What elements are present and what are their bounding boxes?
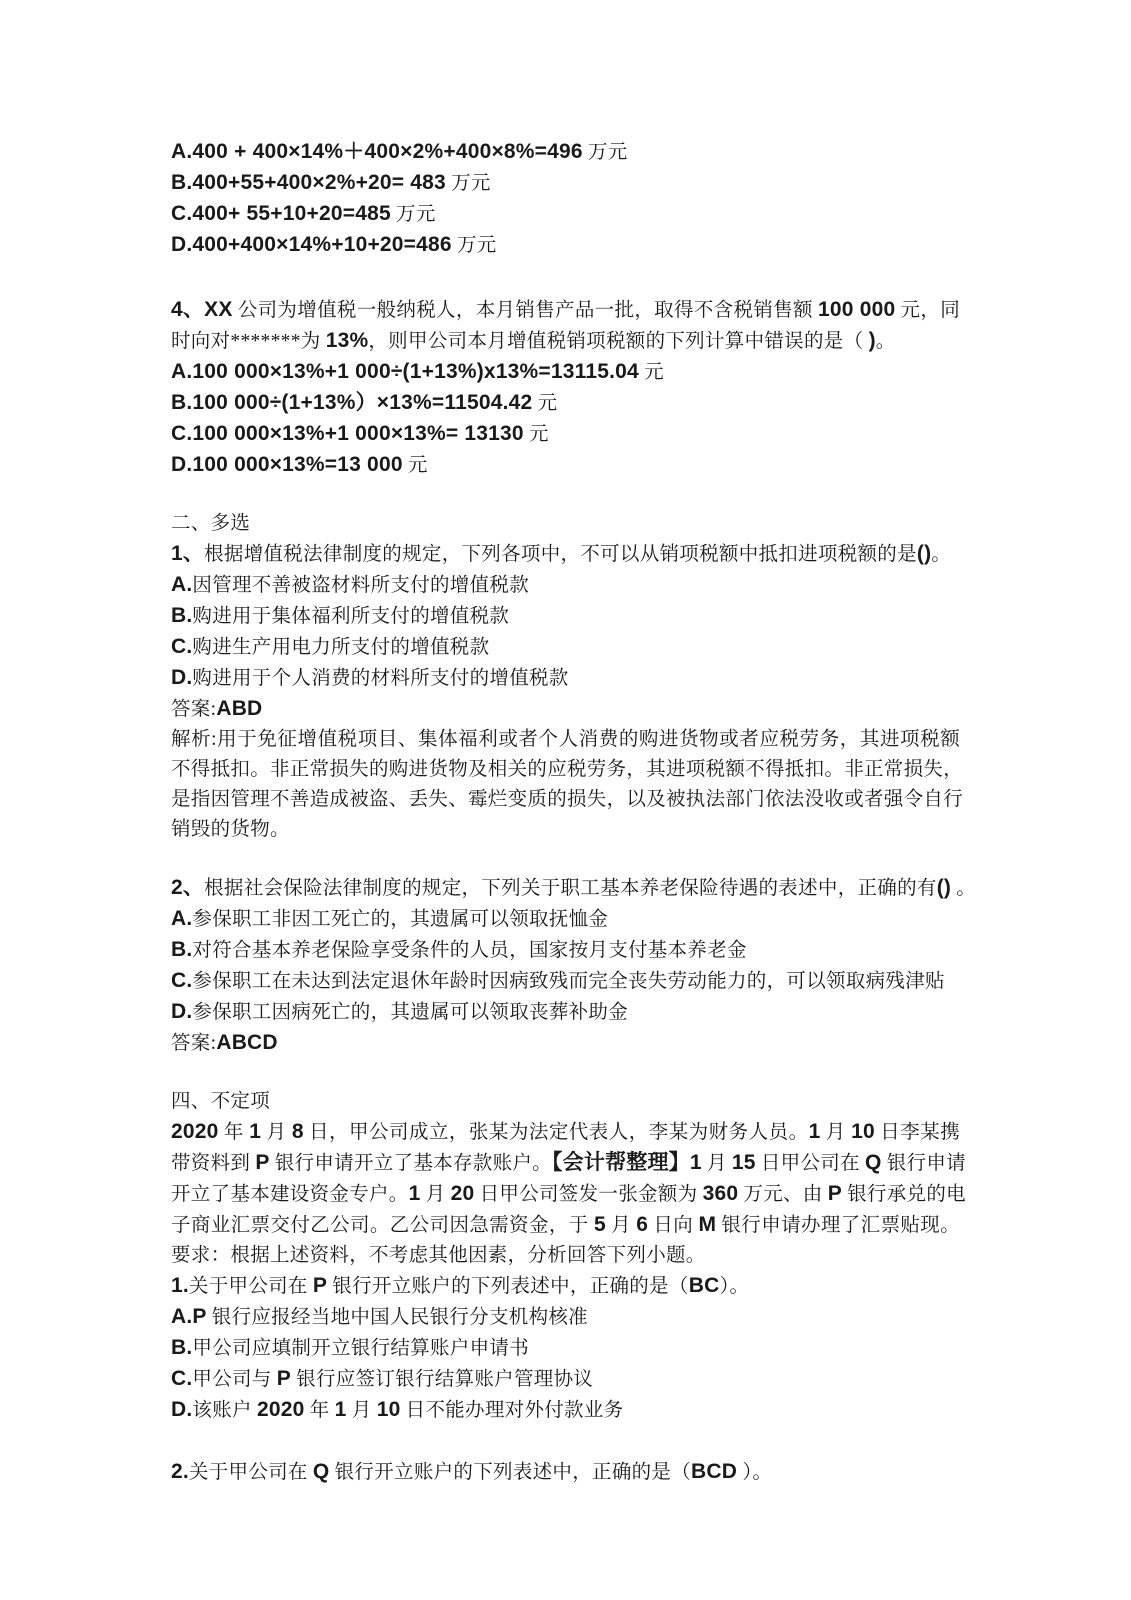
regular-text: 子商业汇票交付乙公司。乙公司因急需资金，于 xyxy=(171,1215,594,1236)
regular-text: ）。 xyxy=(719,1276,750,1297)
regular-text: 元，同 xyxy=(895,300,961,321)
regular-text: 银行应报经当地中国人民银行分支机构核准 xyxy=(206,1307,588,1328)
paragraph-gap xyxy=(171,261,960,295)
mc-q2-line xyxy=(171,1028,960,1059)
case-study-line xyxy=(171,1117,960,1148)
regular-text: 万元 xyxy=(451,235,497,256)
regular-text: 。 xyxy=(931,544,952,565)
case-study-line xyxy=(171,1087,960,1117)
mc-q1-line xyxy=(171,785,964,815)
q4-line xyxy=(171,419,960,450)
regular-text: 。 xyxy=(875,331,896,352)
mc-q2-line xyxy=(171,966,960,997)
mc-q2-line xyxy=(171,873,977,904)
bold-text: 1 xyxy=(408,1182,421,1205)
regular-text: 日甲公司签发一张金额为 xyxy=(474,1184,703,1205)
mc-q2-line xyxy=(171,997,960,1028)
regular-text: 日李某携 xyxy=(874,1122,961,1143)
regular-text: 对符合基本养老保险享受条件的人员，国家按月支付基本养老金 xyxy=(192,940,747,961)
q4-line xyxy=(171,388,960,419)
bold-text: 1、 xyxy=(171,542,205,565)
regular-text: 元 xyxy=(402,455,428,476)
regular-text: 答案: xyxy=(171,699,217,720)
regular-text: 月 xyxy=(420,1184,451,1205)
bold-text: A. xyxy=(171,573,193,596)
mc-q1-line xyxy=(171,663,960,694)
paragraph-gap xyxy=(171,1059,960,1087)
regular-text: 参保职工因病死亡的，其遗属可以领取丧葬补助金 xyxy=(192,1002,629,1023)
bold-text: A.400 + 400×14%＋400×2%+400×8%=496 xyxy=(171,140,583,163)
mc-q1-line xyxy=(171,725,960,755)
regular-text: ）。 xyxy=(737,1462,773,1483)
regular-text: 元 xyxy=(523,424,549,445)
regular-text: 元 xyxy=(532,393,558,414)
bold-text: 100 000 xyxy=(818,298,896,321)
bold-text: C. xyxy=(171,969,193,992)
regular-text: 是指因管理不善造成被盗、丢失、霉烂变质的损失，以及被执法部门依法没收或者强令自行 xyxy=(171,789,964,810)
case-q2-line xyxy=(171,1457,960,1488)
bold-text: 4、XX xyxy=(171,298,233,321)
bold-text: 8 xyxy=(291,1120,304,1143)
regular-text: 因管理不善被盗材料所支付的增值税款 xyxy=(192,575,530,596)
regular-text: 解析:用于免征增值税项目、集体福利或者个人消费的购进货物或者应税劳务，其进项税额 xyxy=(171,729,960,750)
bold-text: C.100 000×13%+1 000×13%= 13130 xyxy=(171,422,524,445)
mc-q1-line xyxy=(171,755,964,785)
q4-line xyxy=(171,295,960,326)
regular-text: 开立了基本建设资金专户。 xyxy=(171,1184,409,1205)
paragraph-gap xyxy=(171,481,960,509)
mc-q1-line xyxy=(171,815,960,845)
bold-text: 10 xyxy=(376,1398,401,1421)
case-study-line xyxy=(171,1302,960,1333)
bold-text: 10 xyxy=(851,1120,875,1143)
bold-text: C. xyxy=(171,635,193,658)
regular-text: 银行应签订银行结算账户管理协议 xyxy=(291,1369,594,1390)
case-study-line xyxy=(171,1179,966,1210)
bold-text: 2020 xyxy=(256,1398,305,1421)
q3-option-line xyxy=(171,168,960,199)
regular-text: 参保职工非因工死亡的，其遗属可以领取抚恤金 xyxy=(192,909,609,930)
bold-text: B. xyxy=(171,938,193,961)
regular-text: 银行开立账户的下列表述中，正确的是（ xyxy=(329,1462,692,1483)
regular-text: 银行申请开立了基本存款账户。 xyxy=(269,1153,552,1174)
case-study-line xyxy=(171,1333,960,1364)
regular-text: 元 xyxy=(638,362,664,383)
paragraph-gap xyxy=(171,845,960,873)
regular-text: 公司为增值税一般纳税人，本月销售产品一批，取得不含税销售额 xyxy=(232,300,818,321)
regular-text: 日甲公司在 xyxy=(755,1153,866,1174)
regular-text: 关于甲公司在 xyxy=(188,1462,313,1483)
regular-text: 万元 xyxy=(390,204,436,225)
regular-text: 甲公司与 xyxy=(192,1369,277,1390)
regular-text: 月 xyxy=(701,1153,732,1174)
bold-text: 【会计帮整理】1 xyxy=(551,1151,702,1174)
case-study-line xyxy=(171,1210,960,1241)
bold-text: () xyxy=(916,542,932,565)
regular-text: 万元、由 xyxy=(738,1184,828,1205)
bold-text: D. xyxy=(171,1398,193,1421)
bold-text: 15 xyxy=(731,1151,756,1174)
mc-q2-line xyxy=(171,904,960,935)
regular-text: 月 xyxy=(261,1122,292,1143)
q3-option-line xyxy=(171,199,960,230)
regular-text: 不得抵扣。非正常损失的购进货物及相关的应税劳务，其进项税额不得抵扣。非正常损失， xyxy=(171,759,964,780)
q4-line xyxy=(171,326,960,357)
regular-text: 根据社会保险法律制度的规定，下列关于职工基本养老保险待遇的表述中，正确的有 xyxy=(204,878,937,899)
bold-text: Q xyxy=(312,1460,330,1483)
regular-text: 根据增值税法律制度的规定，下列各项中，不可以从销项税额中抵扣进项税额的是 xyxy=(204,544,917,565)
mc-q2-line xyxy=(171,935,960,966)
regular-text: 银行开立账户的下列表述中，正确的是（ xyxy=(327,1276,689,1297)
regular-text: 月 xyxy=(346,1400,377,1421)
bold-text: D.100 000×13%=13 000 xyxy=(171,453,403,476)
bold-text: M xyxy=(698,1213,717,1236)
bold-text: C.400+ 55+10+20=485 xyxy=(171,202,391,225)
bold-text: P xyxy=(276,1367,291,1390)
bold-text: A.P xyxy=(171,1305,207,1328)
case-study-line xyxy=(171,1148,966,1179)
bold-text: Q xyxy=(865,1151,882,1174)
bold-text: 1 xyxy=(334,1398,347,1421)
bold-text: () xyxy=(936,876,952,899)
regular-text: 万元 xyxy=(445,173,491,194)
regular-text: 银行申请办理了汇票贴现。 xyxy=(716,1215,960,1236)
bold-text: A.100 000×13%+1 000÷(1+13%)x13%=13115.04 xyxy=(171,360,639,383)
regular-text: 购进生产用电力所支付的增值税款 xyxy=(192,637,490,658)
bold-text: 360 xyxy=(702,1182,739,1205)
mc-q1-line xyxy=(171,570,960,601)
mc-q1-line xyxy=(171,601,960,632)
case-study-line xyxy=(171,1364,960,1395)
bold-text: B. xyxy=(171,604,193,627)
q4-line xyxy=(171,357,960,388)
regular-text: 该账户 xyxy=(192,1400,257,1421)
q3-option-line xyxy=(171,137,960,168)
bold-text: 1 xyxy=(808,1120,821,1143)
bold-text: 2020 xyxy=(171,1120,219,1143)
regular-text: 月 xyxy=(820,1122,852,1143)
regular-text: 万元 xyxy=(582,142,628,163)
regular-text: 购进用于集体福利所支付的增值税款 xyxy=(192,606,510,627)
bold-text: B.400+55+400×2%+20= 483 xyxy=(171,171,446,194)
bold-text: B.100 000÷(1+13%）×13%=11504.42 xyxy=(171,391,533,414)
regular-text: 时向对*******为 xyxy=(171,331,326,352)
bold-text: P xyxy=(827,1182,842,1205)
regular-text: 年 xyxy=(304,1400,335,1421)
mc-q1-line xyxy=(171,694,960,725)
regular-text: 二、多选 xyxy=(171,513,251,534)
regular-text: 答案: xyxy=(171,1033,217,1054)
bold-text: C. xyxy=(171,1367,193,1390)
bold-text: 2、 xyxy=(171,876,205,899)
bold-text: 1 xyxy=(249,1120,262,1143)
regular-text: 日，甲公司成立，张某为法定代表人，李某为财务人员。 xyxy=(303,1122,809,1143)
bold-text: BCD xyxy=(691,1460,738,1483)
bold-text: D. xyxy=(171,1000,193,1023)
document-content xyxy=(171,137,977,1488)
regular-text: 日向 xyxy=(648,1215,699,1236)
mc-q1-line xyxy=(171,539,960,570)
regular-text: 年 xyxy=(218,1122,250,1143)
case-study-line xyxy=(171,1241,960,1271)
bold-text: 13% xyxy=(325,329,369,352)
bold-text: BC xyxy=(688,1274,720,1297)
case-study-line xyxy=(171,1395,960,1426)
regular-text: 关于甲公司在 xyxy=(188,1276,313,1297)
bold-text: 1. xyxy=(171,1274,189,1297)
paragraph-gap xyxy=(171,1426,960,1457)
regular-text: 四、不定项 xyxy=(171,1091,271,1112)
bold-text: 6 xyxy=(636,1213,649,1236)
bold-text: 5 xyxy=(593,1213,606,1236)
bold-text: 20 xyxy=(450,1182,475,1205)
regular-text: 带资料到 xyxy=(171,1153,256,1174)
bold-text: P xyxy=(312,1274,328,1297)
regular-text: 。 xyxy=(951,878,977,899)
mc-q1-line xyxy=(171,632,960,663)
regular-text: 银行申请 xyxy=(881,1153,966,1174)
regular-text: ，则甲公司本月增值税销项税额的下列计算中错误的是（ xyxy=(368,331,869,352)
case-study-line xyxy=(171,1271,960,1302)
bold-text: ) xyxy=(868,329,876,352)
regular-text: 要求：根据上述资料，不考虑其他因素，分析回答下列小题。 xyxy=(171,1245,706,1266)
q3-option-line xyxy=(171,230,960,261)
regular-text: 销毁的货物。 xyxy=(171,819,290,840)
regular-text: 月 xyxy=(605,1215,637,1236)
q4-line xyxy=(171,450,960,481)
regular-text: 银行承兑的电 xyxy=(842,1184,966,1205)
regular-text: 甲公司应填制开立银行结算账户申请书 xyxy=(192,1338,530,1359)
regular-text: 购进用于个人消费的材料所支付的增值税款 xyxy=(192,668,569,689)
bold-text: ABD xyxy=(216,697,263,720)
regular-text: 参保职工在未达到法定退休年龄时因病致残而完全丧失劳动能力的，可以领取病残津贴 xyxy=(192,971,945,992)
bold-text: D.400+400×14%+10+20=486 xyxy=(171,233,452,256)
mc-q1-line xyxy=(171,509,960,539)
bold-text: P xyxy=(255,1151,270,1174)
bold-text: 2. xyxy=(171,1460,189,1483)
bold-text: ABCD xyxy=(216,1031,278,1054)
bold-text: D. xyxy=(171,666,193,689)
bold-text: B. xyxy=(171,1336,193,1359)
bold-text: A. xyxy=(171,907,193,930)
regular-text: 日不能办理对外付款业务 xyxy=(400,1400,624,1421)
